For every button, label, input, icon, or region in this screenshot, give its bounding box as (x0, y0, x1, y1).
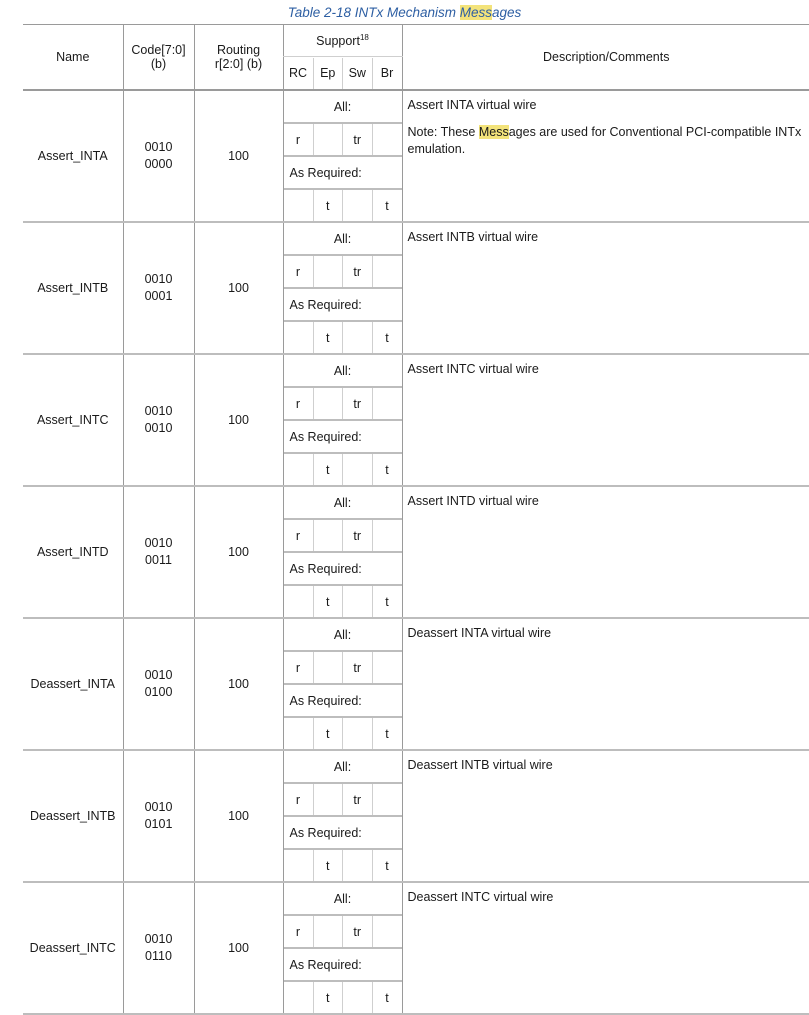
support-all-label: All: (284, 91, 402, 123)
description-text: Deassert INTA virtual wire (408, 625, 809, 642)
support-required-label: As Required: (284, 156, 402, 189)
support-req-sw (343, 321, 373, 353)
description-text: Deassert INTC virtual wire (408, 889, 809, 906)
description-cell (402, 618, 809, 750)
message-code: 0010 0010 (123, 354, 194, 486)
footnote-ref: 18 (360, 33, 369, 42)
description-text: Assert INTA virtual wire (408, 97, 809, 114)
description-cell (402, 486, 809, 618)
header-code: Code[7:0] (b) (123, 25, 194, 91)
support-all-label: All: (284, 619, 402, 651)
support-req-ep: t (313, 717, 343, 749)
support-all-br (372, 123, 402, 156)
routing-value: 100 (194, 354, 283, 486)
support-required-label: As Required: (284, 816, 402, 849)
message-name: Assert_INTC (23, 354, 123, 486)
routing-value: 100 (194, 90, 283, 222)
table-row (23, 222, 809, 354)
support-req-ep: t (313, 189, 343, 221)
message-code: 0010 0011 (123, 486, 194, 618)
support-all-sw: tr (343, 255, 373, 288)
support-all-ep (313, 783, 343, 816)
support-all-ep (313, 123, 343, 156)
support-all-br (372, 783, 402, 816)
table-row (23, 354, 809, 486)
routing-value: 100 (194, 486, 283, 618)
support-cell (283, 618, 402, 750)
support-all-label: All: (284, 355, 402, 387)
description-text: Assert INTB virtual wire (408, 229, 809, 246)
support-req-br: t (372, 189, 402, 221)
message-code: 0010 0110 (123, 882, 194, 1014)
support-all-br (372, 519, 402, 552)
support-all-label: All: (284, 223, 402, 255)
support-all-label: All: (284, 487, 402, 519)
message-name: Assert_INTB (23, 222, 123, 354)
support-cell (283, 882, 402, 1014)
support-req-rc (284, 849, 314, 881)
support-req-rc (284, 717, 314, 749)
intx-messages-table (23, 24, 809, 1015)
header-description: Description/Comments (402, 25, 809, 91)
support-req-ep: t (313, 453, 343, 485)
support-all-ep (313, 519, 343, 552)
header-rc: RC (284, 58, 314, 89)
support-req-sw (343, 453, 373, 485)
caption-suffix: ages (492, 5, 521, 20)
support-req-ep: t (313, 585, 343, 617)
support-req-sw (343, 189, 373, 221)
support-req-rc (284, 321, 314, 353)
support-required-label: As Required: (284, 288, 402, 321)
support-all-label: All: (284, 883, 402, 915)
support-req-sw (343, 849, 373, 881)
support-req-sw (343, 585, 373, 617)
support-all-sw: tr (343, 915, 373, 948)
table-row (23, 618, 809, 750)
routing-value: 100 (194, 750, 283, 882)
header-sw: Sw (343, 58, 373, 89)
support-all-ep (313, 915, 343, 948)
description-cell (402, 90, 809, 222)
caption-highlight: Mess (460, 5, 492, 20)
message-code: 0010 0001 (123, 222, 194, 354)
message-name: Assert_INTD (23, 486, 123, 618)
support-req-sw (343, 981, 373, 1013)
description-text: Assert INTD virtual wire (408, 493, 809, 510)
support-req-ep: t (313, 981, 343, 1013)
description-cell (402, 354, 809, 486)
support-all-ep (313, 387, 343, 420)
support-cell (283, 222, 402, 354)
support-all-sw: tr (343, 651, 373, 684)
support-all-rc: r (284, 915, 314, 948)
support-req-br: t (372, 453, 402, 485)
support-req-rc (284, 189, 314, 221)
caption-prefix: Table 2-18 INTx Mechanism (288, 5, 460, 20)
support-required-label: As Required: (284, 684, 402, 717)
header-support: Support$^{18}$ (283, 25, 402, 57)
support-req-ep: t (313, 849, 343, 881)
message-code: 0010 0100 (123, 618, 194, 750)
routing-value: 100 (194, 222, 283, 354)
routing-value: 100 (194, 618, 283, 750)
support-req-br: t (372, 717, 402, 749)
support-all-rc: r (284, 783, 314, 816)
support-req-br: t (372, 321, 402, 353)
description-text: Deassert INTB virtual wire (408, 757, 809, 774)
support-req-br: t (372, 849, 402, 881)
table-caption (0, 5, 809, 20)
support-required-label: As Required: (284, 552, 402, 585)
message-name: Assert_INTA (23, 90, 123, 222)
support-cell (283, 486, 402, 618)
support-req-sw (343, 717, 373, 749)
support-subheader (283, 57, 402, 91)
support-req-rc (284, 585, 314, 617)
support-cell (283, 750, 402, 882)
support-all-sw: tr (343, 783, 373, 816)
header-name: Name (23, 25, 123, 91)
support-req-rc (284, 453, 314, 485)
note-highlight: Mess (479, 125, 509, 139)
description-cell (402, 222, 809, 354)
table-row (23, 882, 809, 1014)
support-all-br (372, 651, 402, 684)
message-name: Deassert_INTA (23, 618, 123, 750)
message-code: 0010 0101 (123, 750, 194, 882)
message-code: 0010 0000 (123, 90, 194, 222)
support-all-sw: tr (343, 387, 373, 420)
support-all-rc: r (284, 255, 314, 288)
support-all-rc: r (284, 519, 314, 552)
support-req-br: t (372, 585, 402, 617)
support-all-ep (313, 651, 343, 684)
routing-value: 100 (194, 882, 283, 1014)
header-br: Br (372, 58, 402, 89)
description-cell (402, 750, 809, 882)
table-row (23, 486, 809, 618)
message-name: Deassert_INTC (23, 882, 123, 1014)
support-all-rc: r (284, 387, 314, 420)
support-all-br (372, 255, 402, 288)
table-row (23, 750, 809, 882)
support-cell (283, 354, 402, 486)
header-ep: Ep (313, 58, 343, 89)
support-req-br: t (372, 981, 402, 1013)
support-cell (283, 90, 402, 222)
support-all-ep (313, 255, 343, 288)
support-all-label: All: (284, 751, 402, 783)
support-all-sw: tr (343, 123, 373, 156)
support-all-rc: r (284, 651, 314, 684)
support-all-br (372, 387, 402, 420)
support-req-ep: t (313, 321, 343, 353)
support-required-label: As Required: (284, 948, 402, 981)
message-name: Deassert_INTB (23, 750, 123, 882)
support-req-rc (284, 981, 314, 1013)
description-text: Assert INTC virtual wire (408, 361, 809, 378)
note-prefix: Note: These (408, 125, 479, 139)
note-suffix: ages are used for Conventional PCI-compatible INTx emulation. (408, 125, 802, 156)
table-row (23, 90, 809, 222)
support-required-label: As Required: (284, 420, 402, 453)
support-all-sw: tr (343, 519, 373, 552)
support-all-rc: r (284, 123, 314, 156)
description-note (408, 124, 809, 158)
header-routing: Routing r[2:0] (b) (194, 25, 283, 91)
description-cell (402, 882, 809, 1014)
support-all-br (372, 915, 402, 948)
